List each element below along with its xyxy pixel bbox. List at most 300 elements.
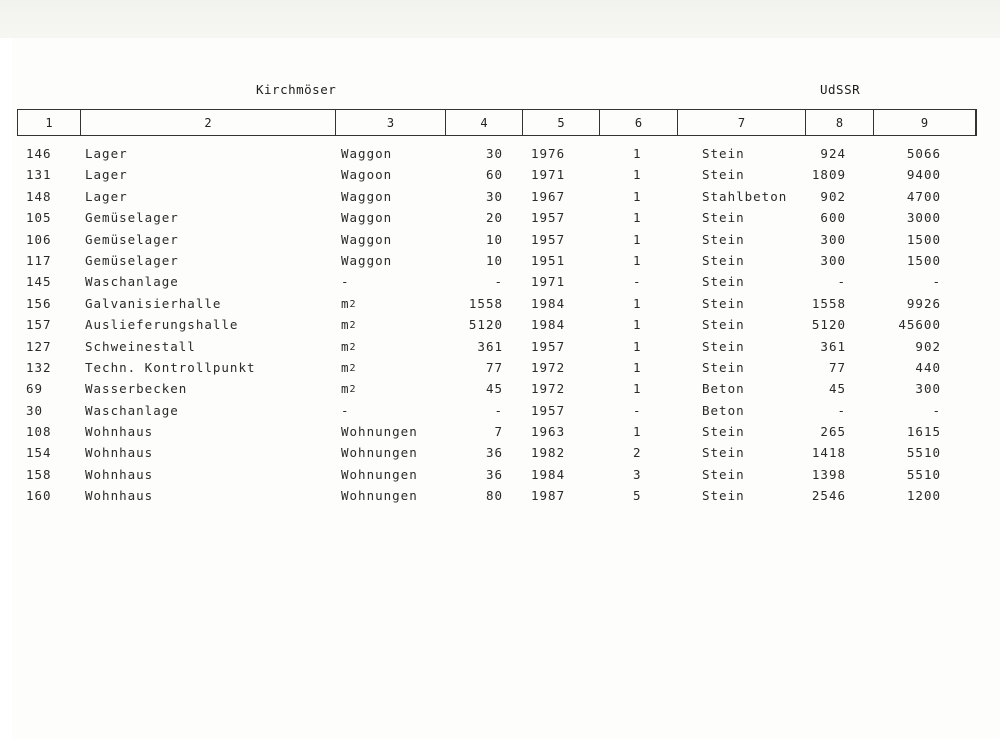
cell-text: Stein: [702, 167, 745, 183]
cell-text: Wohnungen: [341, 488, 418, 504]
cell-floors: [633, 274, 642, 289]
cell-area: [812, 445, 846, 460]
cell-text: 1957: [531, 338, 566, 354]
cell-building-use: [85, 189, 128, 204]
cell-text: 1987: [531, 488, 566, 504]
cell-text: 157: [26, 317, 52, 333]
cell-floors: [633, 467, 642, 482]
cell-building-number: [26, 167, 52, 182]
cell-text: Wohnhaus: [85, 424, 154, 440]
cell-text: m: [341, 381, 350, 397]
cell-text: 1: [633, 295, 642, 311]
cell-quantity: [486, 253, 503, 268]
table-row: [0, 143, 1000, 164]
cell-text: 924: [820, 146, 846, 161]
column-header-5: 5: [523, 110, 600, 135]
table-row: [0, 400, 1000, 421]
cell-building-number: [26, 253, 52, 268]
cell-building-number: [26, 467, 52, 482]
unit-exponent: 2: [349, 320, 356, 332]
cell-year-built: [531, 424, 565, 439]
cell-text: 1984: [531, 466, 566, 482]
cell-text: Galvanisierhalle: [85, 295, 222, 311]
column-header-row: [17, 109, 977, 136]
cell-year-built: [531, 274, 565, 289]
cell-building-number: [26, 296, 52, 311]
unit-exponent: 2: [349, 341, 356, 353]
cell-text: Beton: [702, 381, 745, 397]
table-row: [0, 186, 1000, 207]
cell-floors: [633, 360, 642, 375]
cell-text: Stein: [702, 445, 745, 461]
cell-text: 45: [828, 381, 846, 397]
table-row: [0, 357, 1000, 378]
cell-text: 1963: [531, 424, 566, 440]
cell-building-use: [85, 210, 179, 225]
cell-building-number: [26, 274, 52, 289]
cell-value: [907, 146, 941, 161]
cell-floors: [633, 189, 642, 204]
cell-text: 105: [26, 210, 52, 226]
cell-text: 600: [820, 210, 846, 226]
cell-text: 36: [485, 445, 503, 461]
cell-unit: [341, 253, 392, 268]
cell-year-built: [531, 488, 565, 503]
cell-text: 4700: [906, 188, 941, 204]
cell-text: 10: [485, 252, 503, 268]
cell-text: 1972: [531, 381, 566, 397]
cell-text: 127: [26, 338, 52, 354]
cell-text: Wohnhaus: [85, 445, 154, 461]
cell-value: [907, 488, 941, 503]
cell-quantity: [486, 210, 503, 225]
cell-area: [820, 253, 846, 268]
cell-text: Stein: [702, 317, 745, 333]
cell-value: [907, 189, 941, 204]
cell-text: Waggon: [341, 252, 393, 268]
table-row: [0, 485, 1000, 506]
cell-text: -: [341, 402, 350, 418]
cell-text: 1984: [531, 295, 566, 311]
cell-building-use: [85, 296, 221, 311]
cell-building-use: [85, 445, 153, 460]
cell-material: [702, 381, 745, 396]
cell-text: Gemüselager: [85, 231, 179, 247]
cell-text: Lager: [85, 188, 128, 204]
cell-quantity: [469, 317, 503, 332]
cell-text: Stein: [702, 466, 745, 482]
cell-value: [907, 467, 941, 482]
cell-unit: [341, 210, 392, 225]
cell-text: 117: [26, 252, 52, 268]
cell-text: Gemüselager: [85, 252, 179, 268]
cell-unit: [341, 381, 356, 397]
cell-text: 1957: [531, 231, 566, 247]
cell-text: 300: [820, 231, 846, 247]
cell-text: m: [341, 295, 350, 311]
cell-text: 440: [915, 359, 941, 375]
cell-text: 1984: [531, 317, 566, 333]
cell-building-number: [26, 210, 52, 225]
cell-year-built: [531, 403, 565, 418]
cell-quantity: [486, 360, 503, 375]
cell-text: 77: [828, 359, 846, 375]
cell-quantity: [494, 424, 503, 439]
cell-material: [702, 253, 745, 268]
cell-building-number: [26, 317, 52, 332]
cell-text: Stein: [702, 146, 745, 161]
cell-text: 60: [485, 167, 503, 183]
cell-text: Auslieferungshalle: [85, 317, 239, 333]
cell-year-built: [531, 296, 565, 311]
cell-year-built: [531, 339, 565, 354]
cell-text: m: [341, 359, 350, 375]
cell-floors: [633, 424, 642, 439]
cell-floors: [633, 146, 642, 161]
cell-building-use: [85, 360, 256, 375]
cell-building-use: [85, 488, 153, 503]
cell-unit: [341, 359, 356, 375]
cell-building-number: [26, 445, 52, 460]
column-header-3: 3: [336, 110, 446, 135]
cell-building-use: [85, 274, 179, 289]
cell-unit: [341, 424, 418, 439]
column-header-4: 4: [446, 110, 523, 135]
cell-floors: [633, 232, 642, 247]
cell-text: 3: [633, 466, 642, 482]
column-header-1: 1: [18, 110, 81, 135]
cell-value: [898, 317, 941, 332]
cell-material: [702, 167, 745, 182]
cell-text: 36: [485, 466, 503, 482]
cell-material: [702, 317, 745, 332]
cell-text: 361: [820, 338, 846, 354]
table-row: [0, 229, 1000, 250]
cell-text: 108: [26, 424, 52, 440]
cell-area: [812, 467, 846, 482]
cell-text: 132: [26, 359, 52, 375]
cell-text: 1558: [811, 295, 846, 311]
cell-text: Wohnungen: [341, 466, 418, 482]
cell-text: 5: [633, 488, 642, 504]
cell-text: 160: [26, 488, 52, 504]
table-row: [0, 207, 1000, 228]
cell-text: -: [341, 274, 350, 290]
cell-text: Schweinestall: [85, 338, 196, 354]
cell-material: [702, 274, 745, 289]
cell-value: [907, 296, 941, 311]
cell-value: [907, 445, 941, 460]
cell-text: Stein: [702, 274, 745, 290]
cell-text: 1: [633, 231, 642, 247]
cell-value: [907, 167, 941, 182]
cell-text: Wagoon: [341, 167, 393, 183]
cell-year-built: [531, 445, 565, 460]
cell-floors: [633, 488, 642, 503]
cell-building-use: [85, 167, 128, 182]
cell-floors: [633, 296, 642, 311]
cell-text: Waggon: [341, 188, 393, 204]
cell-building-use: [85, 403, 179, 418]
cell-unit: [341, 274, 350, 289]
cell-text: -: [494, 274, 503, 290]
cell-text: 1976: [531, 146, 566, 161]
cell-text: Waggon: [341, 231, 393, 247]
cell-material: [702, 403, 745, 418]
cell-text: 1957: [531, 210, 566, 226]
cell-text: 1: [633, 252, 642, 268]
cell-text: 1951: [531, 252, 566, 268]
cell-value: [907, 424, 941, 439]
cell-floors: [633, 339, 642, 354]
cell-material: [702, 445, 745, 460]
cell-text: 1558: [468, 295, 503, 311]
cell-area: [820, 146, 846, 161]
cell-text: 1200: [906, 488, 941, 504]
table-row: [0, 464, 1000, 485]
cell-text: Gemüselager: [85, 210, 179, 226]
cell-text: Waschanlage: [85, 402, 179, 418]
cell-area: [837, 403, 846, 418]
cell-value: [915, 360, 941, 375]
cell-text: 1: [633, 146, 642, 161]
cell-text: 154: [26, 445, 52, 461]
cell-text: 146: [26, 146, 52, 161]
cell-text: Stein: [702, 359, 745, 375]
cell-text: 45: [485, 381, 503, 397]
cell-year-built: [531, 210, 565, 225]
cell-text: -: [837, 274, 846, 290]
table-row: [0, 378, 1000, 399]
cell-text: 902: [915, 338, 941, 354]
cell-building-number: [26, 232, 52, 247]
cell-unit: [341, 189, 392, 204]
cell-text: 77: [485, 359, 503, 375]
cell-quantity: [486, 189, 503, 204]
table-row: [0, 293, 1000, 314]
cell-text: 1: [633, 381, 642, 397]
cell-text: 1971: [531, 167, 566, 183]
column-header-7: 7: [678, 110, 806, 135]
cell-material: [702, 146, 745, 161]
cell-value: [915, 339, 941, 354]
cell-text: 131: [26, 167, 52, 183]
cell-text: 300: [915, 381, 941, 397]
cell-value: [932, 274, 941, 289]
cell-building-number: [26, 339, 52, 354]
cell-text: 145: [26, 274, 52, 290]
cell-floors: [633, 445, 642, 460]
cell-quantity: [494, 274, 503, 289]
cell-text: Waggon: [341, 146, 393, 161]
table-row: [0, 271, 1000, 292]
cell-building-number: [26, 403, 43, 418]
cell-text: -: [633, 274, 642, 290]
cell-text: 156: [26, 295, 52, 311]
cell-area: [820, 232, 846, 247]
cell-building-use: [85, 253, 179, 268]
cell-quantity: [486, 488, 503, 503]
cell-area: [820, 210, 846, 225]
cell-floors: [633, 210, 642, 225]
scan-top-margin: [0, 0, 1000, 38]
cell-text: Stein: [702, 424, 745, 440]
cell-building-use: [85, 467, 153, 482]
cell-building-use: [85, 339, 196, 354]
cell-text: Stein: [702, 338, 745, 354]
cell-material: [702, 360, 745, 375]
cell-text: 5510: [906, 445, 941, 461]
cell-text: -: [932, 274, 941, 290]
cell-building-use: [85, 424, 153, 439]
cell-text: 30: [26, 402, 44, 418]
cell-text: 265: [820, 424, 846, 440]
cell-quantity: [486, 381, 503, 396]
cell-material: [702, 488, 745, 503]
cell-text: 5510: [906, 466, 941, 482]
cell-text: 1615: [906, 424, 941, 440]
cell-unit: [341, 445, 418, 460]
cell-text: 1: [633, 167, 642, 183]
cell-unit: [341, 167, 392, 182]
cell-material: [702, 296, 745, 311]
country-heading: UdSSR: [820, 82, 861, 97]
cell-text: 1500: [906, 252, 941, 268]
table-row: [0, 336, 1000, 357]
cell-quantity: [477, 339, 503, 354]
cell-year-built: [531, 317, 565, 332]
cell-text: -: [633, 402, 642, 418]
cell-value: [915, 381, 941, 396]
cell-text: 361: [477, 338, 503, 354]
cell-year-built: [531, 189, 565, 204]
cell-text: 1957: [531, 402, 566, 418]
cell-year-built: [531, 146, 565, 161]
table-row: [0, 164, 1000, 185]
place-heading: Kirchmöser: [256, 82, 337, 97]
cell-text: 2: [633, 445, 642, 461]
cell-text: 1418: [811, 445, 846, 461]
cell-unit: [341, 467, 418, 482]
cell-quantity: [486, 167, 503, 182]
cell-floors: [633, 317, 642, 332]
cell-quantity: [494, 403, 503, 418]
cell-area: [812, 317, 846, 332]
cell-material: [702, 189, 787, 204]
cell-text: 9926: [906, 295, 941, 311]
table-row: [0, 250, 1000, 271]
cell-building-number: [26, 360, 52, 375]
cell-unit: [341, 295, 356, 311]
cell-area: [820, 424, 846, 439]
unit-exponent: 2: [349, 384, 356, 396]
cell-text: m: [341, 317, 350, 333]
cell-value: [907, 210, 941, 225]
cell-quantity: [486, 232, 503, 247]
cell-area: [812, 488, 846, 503]
cell-text: 902: [820, 188, 846, 204]
cell-floors: [633, 403, 642, 418]
cell-year-built: [531, 381, 565, 396]
cell-text: Stein: [702, 295, 745, 311]
cell-text: 158: [26, 466, 52, 482]
cell-text: Stein: [702, 488, 745, 504]
table-row: [0, 421, 1000, 442]
cell-text: Techn. Kontrollpunkt: [85, 359, 256, 375]
cell-unit: [341, 146, 392, 161]
cell-text: Wohnhaus: [85, 466, 154, 482]
unit-exponent: 2: [349, 362, 356, 374]
cell-building-number: [26, 189, 52, 204]
cell-area: [812, 296, 846, 311]
cell-text: Wohnhaus: [85, 488, 154, 504]
cell-building-use: [85, 232, 179, 247]
cell-year-built: [531, 360, 565, 375]
cell-unit: [341, 317, 356, 333]
cell-year-built: [531, 167, 565, 182]
cell-text: Wohnungen: [341, 445, 418, 461]
unit-exponent: 2: [349, 298, 356, 310]
cell-quantity: [486, 467, 503, 482]
cell-text: Wasserbecken: [85, 381, 188, 397]
cell-material: [702, 210, 745, 225]
cell-text: -: [837, 402, 846, 418]
cell-area: [820, 189, 846, 204]
cell-text: 45600: [898, 317, 941, 333]
cell-area: [837, 274, 846, 289]
cell-material: [702, 467, 745, 482]
cell-material: [702, 339, 745, 354]
cell-text: 5066: [906, 146, 941, 161]
cell-text: m: [341, 338, 350, 354]
cell-text: Waschanlage: [85, 274, 179, 290]
cell-value: [932, 403, 941, 418]
cell-text: 1: [633, 210, 642, 226]
cell-text: 148: [26, 188, 52, 204]
cell-text: 1500: [906, 231, 941, 247]
cell-text: 1: [633, 424, 642, 440]
cell-text: 7: [494, 424, 503, 440]
cell-text: 1: [633, 317, 642, 333]
cell-text: 20: [485, 210, 503, 226]
cell-text: -: [494, 402, 503, 418]
cell-text: 1398: [811, 466, 846, 482]
cell-text: 30: [485, 146, 503, 161]
cell-text: -: [932, 402, 941, 418]
cell-text: Waggon: [341, 210, 393, 226]
cell-building-use: [85, 317, 238, 332]
cell-text: 80: [485, 488, 503, 504]
cell-quantity: [486, 445, 503, 460]
cell-year-built: [531, 232, 565, 247]
cell-text: 1982: [531, 445, 566, 461]
cell-area: [820, 339, 846, 354]
cell-building-number: [26, 381, 43, 396]
cell-area: [812, 167, 846, 182]
cell-text: 1: [633, 188, 642, 204]
cell-floors: [633, 253, 642, 268]
cell-text: 1971: [531, 274, 566, 290]
cell-unit: [341, 232, 392, 247]
table-body: [0, 143, 1000, 507]
column-header-9: 9: [874, 110, 976, 135]
cell-text: 1809: [811, 167, 846, 183]
cell-building-number: [26, 424, 52, 439]
cell-text: 9400: [906, 167, 941, 183]
cell-material: [702, 424, 745, 439]
cell-building-number: [26, 146, 52, 161]
cell-quantity: [469, 296, 503, 311]
